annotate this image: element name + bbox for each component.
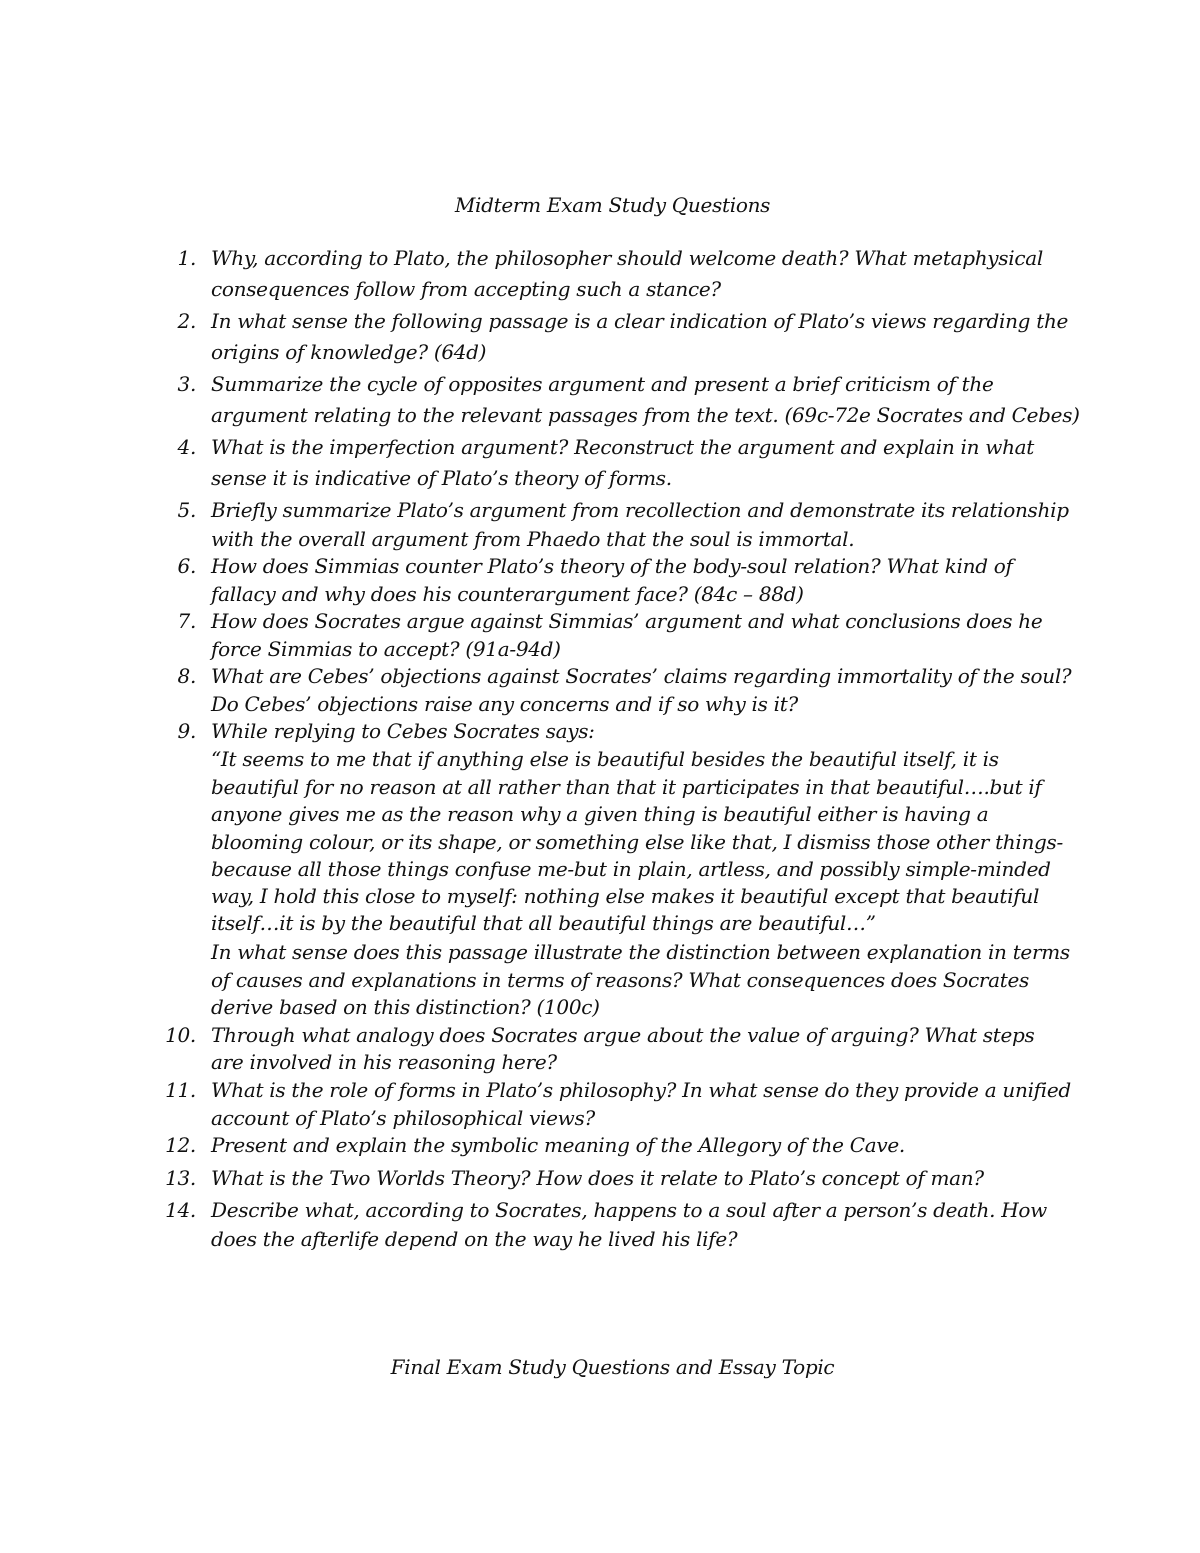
question-text-line: “It seems to me that if anything else is beautiful besides the beautiful itself, it is xyxy=(211,747,999,771)
question-text-line: force Simmias to accept? (91a-94d) xyxy=(211,637,561,661)
question-number: 1. xyxy=(177,246,196,270)
question-text-line: Why, according to Plato, the philosopher should welcome death? What metaphysical xyxy=(211,246,1043,270)
question-number: 14. xyxy=(165,1198,196,1222)
midterm-title: Midterm Exam Study Questions xyxy=(454,193,771,217)
question-text-line: What is the role of forms in Plato’s philosophy? In what sense do they provide a unified xyxy=(211,1078,1071,1102)
final-title: Final Exam Study Questions and Essay Topic xyxy=(390,1355,835,1379)
question-text-line: How does Socrates argue against Simmias’ argument and what conclusions does he xyxy=(211,609,1043,633)
question-number: 9. xyxy=(177,719,196,743)
question-text-line: blooming colour, or its shape, or something else like that, I dismiss those other things- xyxy=(211,830,1063,854)
question-number: 5. xyxy=(177,498,196,522)
question-text-line: itself…it is by the beautiful that all beautiful things are beautiful…” xyxy=(211,911,876,935)
question-text-line: Do Cebes’ objections raise any concerns and if so why is it? xyxy=(211,692,798,716)
question-text-line: sense it is indicative of Plato’s theory of forms. xyxy=(211,466,672,490)
question-text-line: Summarize the cycle of opposites argument and present a brief criticism of the xyxy=(211,372,994,396)
question-text-line: fallacy and why does his counterargument face? (84c – 88d) xyxy=(211,582,804,606)
question-text-line: way, I hold this close to myself: nothing else makes it beautiful except that beautiful xyxy=(211,884,1040,908)
question-text-line: While replying to Cebes Socrates says: xyxy=(211,719,595,743)
question-number: 3. xyxy=(177,372,196,396)
question-text-line: How does Simmias counter Plato’s theory of the body-soul relation? What kind of xyxy=(211,554,1013,578)
question-text-line: origins of knowledge? (64d) xyxy=(211,340,487,364)
question-text-line: What is the imperfection argument? Reconstruct the argument and explain in what xyxy=(211,435,1035,459)
question-number: 8. xyxy=(177,664,196,688)
question-text-line: are involved in his reasoning here? xyxy=(211,1050,557,1074)
question-text-line: derive based on this distinction? (100c) xyxy=(211,995,600,1019)
question-text-line: Through what analogy does Socrates argue about the value of arguing? What steps xyxy=(211,1023,1035,1047)
question-number: 2. xyxy=(177,309,196,333)
question-number: 12. xyxy=(165,1133,196,1157)
question-text-line: with the overall argument from Phaedo that the soul is immortal. xyxy=(211,527,855,551)
question-text-line: Describe what, according to Socrates, happens to a soul after a person’s death. How xyxy=(211,1198,1047,1222)
question-number: 7. xyxy=(177,609,196,633)
question-text-line: What is the Two Worlds Theory? How does it relate to Plato’s concept of man? xyxy=(211,1166,984,1190)
question-text-line: of causes and explanations in terms of reasons? What consequences does Socrates xyxy=(211,968,1030,992)
question-number: 4. xyxy=(177,435,196,459)
question-number: 13. xyxy=(165,1166,196,1190)
question-text-line: Present and explain the symbolic meaning of the Allegory of the Cave. xyxy=(211,1133,905,1157)
question-text-line: In what sense does this passage illustrate the distinction between explanation in terms xyxy=(211,940,1070,964)
question-text-line: Briefly summarize Plato’s argument from recollection and demonstrate its relationship xyxy=(211,498,1069,522)
question-text-line: beautiful for no reason at all rather than that it participates in that beautiful….but if xyxy=(211,775,1042,799)
question-number: 11. xyxy=(165,1078,196,1102)
question-text-line: What are Cebes’ objections against Socrates’ claims regarding immortality of the soul? xyxy=(211,664,1072,688)
question-text-line: account of Plato’s philosophical views? xyxy=(211,1106,595,1130)
question-text-line: argument relating to the relevant passages from the text. (69c-72e Socrates and Cebes) xyxy=(211,403,1080,427)
question-text-line: consequences follow from accepting such a stance? xyxy=(211,277,721,301)
question-text-line: because all those things confuse me-but in plain, artless, and possibly simple-minded xyxy=(211,857,1051,881)
question-text-line: anyone gives me as the reason why a given thing is beautiful either is having a xyxy=(211,802,989,826)
question-text-line: does the afterlife depend on the way he lived his life? xyxy=(211,1227,738,1251)
question-number: 6. xyxy=(177,554,196,578)
question-number: 10. xyxy=(165,1023,196,1047)
question-text-line: In what sense the following passage is a clear indication of Plato’s views regarding the xyxy=(211,309,1069,333)
